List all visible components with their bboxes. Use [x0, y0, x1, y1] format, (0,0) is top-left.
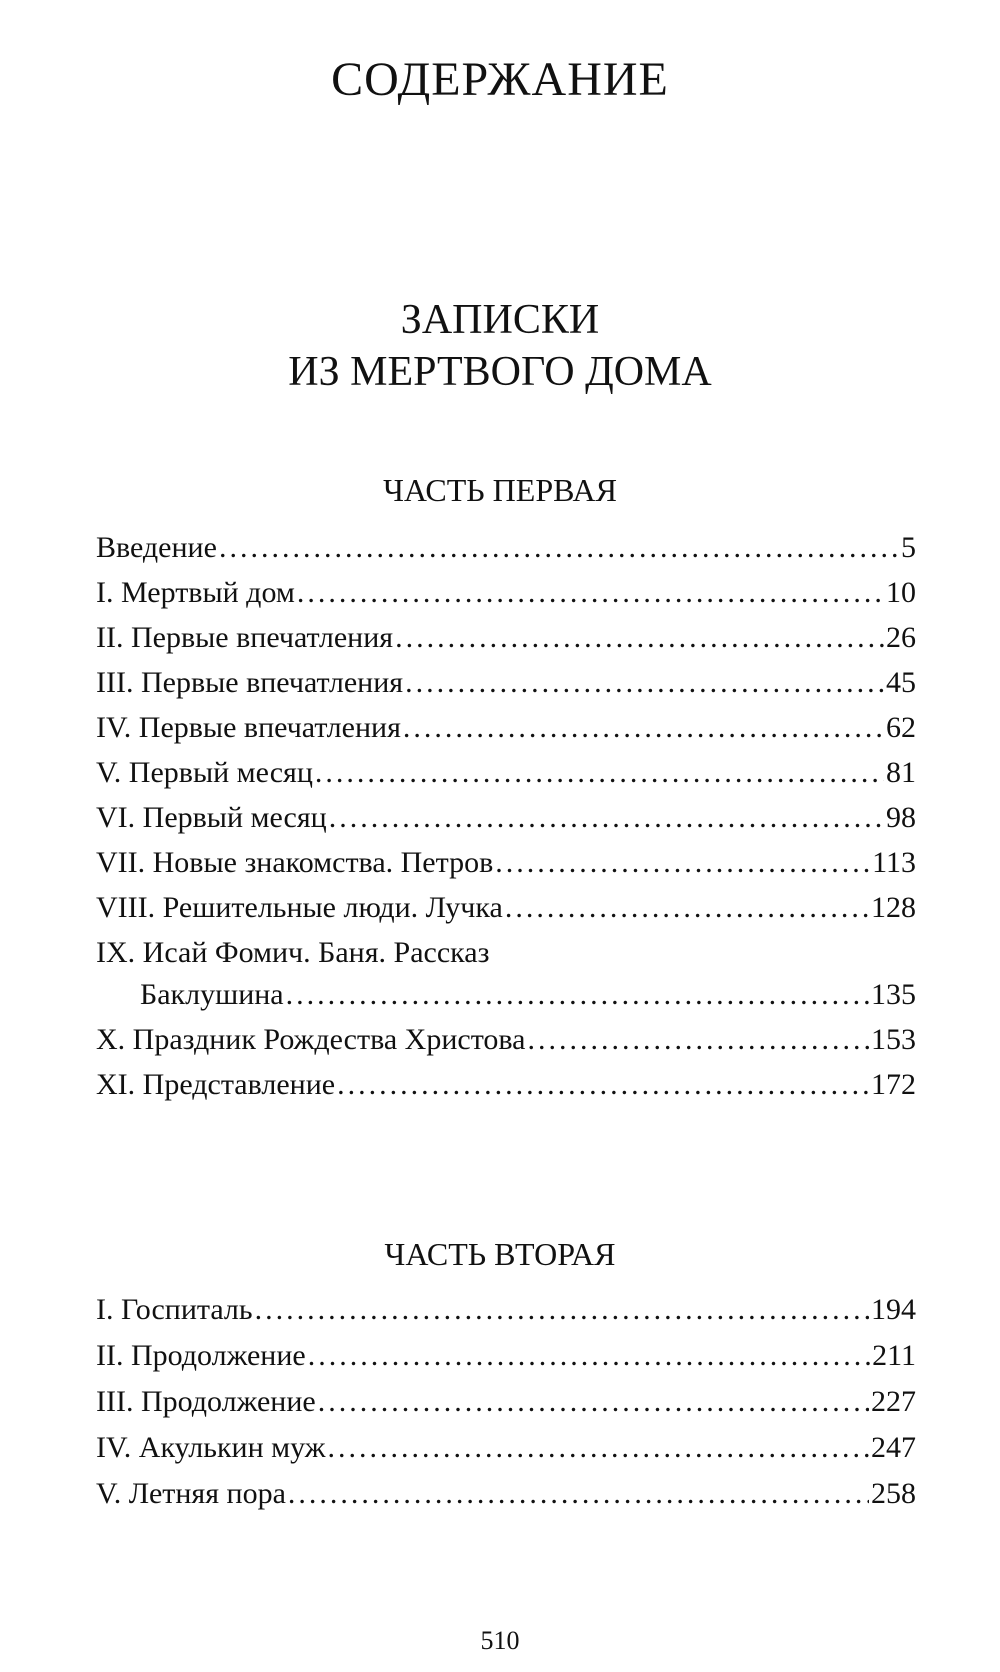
dot-leader: [255, 1290, 869, 1330]
book-title-line-1: ЗАПИСКИ: [400, 297, 600, 343]
dot-leader: [286, 975, 869, 1015]
toc-entry-page: 62: [886, 711, 916, 744]
toc-entry-page: 172: [871, 1068, 916, 1101]
dot-leader: [219, 528, 899, 568]
dot-leader: [288, 1474, 869, 1514]
toc-entry-title: II. Продолжение: [96, 1339, 306, 1372]
toc-entry-title: I. Госпиталь: [96, 1293, 253, 1326]
toc-entry-page: 26: [886, 621, 916, 654]
toc-entry-page: 135: [871, 978, 916, 1011]
toc-entry-title: XI. Представление: [96, 1068, 336, 1101]
toc-entry-page: 258: [871, 1477, 916, 1510]
toc-entry: [96, 753, 916, 793]
dot-leader: [327, 1428, 869, 1468]
dot-leader: [315, 753, 884, 793]
dot-leader: [528, 1020, 870, 1060]
toc-entry: [96, 618, 916, 658]
toc-entry-page: 10: [886, 576, 916, 609]
toc-entry: [96, 798, 916, 838]
dot-leader: [329, 798, 884, 838]
book-title-line-2: ИЗ МЕРТВОГО ДОМА: [288, 349, 712, 395]
dot-leader: [403, 708, 884, 748]
part-one-heading: ЧАСТЬ ПЕРВАЯ: [383, 472, 617, 508]
toc-entry: [96, 1474, 916, 1514]
toc-entry: [96, 708, 916, 748]
dot-leader: [405, 663, 884, 703]
toc-entry: [96, 975, 916, 1015]
toc-entry-title: VII. Новые знакомства. Петров: [96, 846, 494, 879]
dot-leader: [505, 888, 869, 928]
toc-entry-title: VI. Первый месяц: [96, 801, 327, 834]
toc-entry: [96, 663, 916, 703]
dot-leader: [308, 1336, 870, 1376]
toc-entry-page: 247: [871, 1431, 916, 1464]
toc-entry-title: III. Первые впечатления: [96, 666, 404, 699]
toc-entry: [96, 888, 916, 928]
toc-entry: [96, 1065, 916, 1105]
toc-entry-title: IX. Исай Фомич. Баня. Рассказ: [96, 936, 490, 969]
toc-entry-page: 45: [886, 666, 916, 699]
toc-entry-page: 194: [871, 1293, 916, 1326]
toc-entry: [96, 1020, 916, 1060]
part-two-heading: ЧАСТЬ ВТОРАЯ: [384, 1236, 616, 1272]
toc-entry-page: 113: [872, 846, 916, 879]
toc-entry-title: II. Первые впечатления: [96, 621, 394, 654]
toc-entry-page: 128: [871, 891, 916, 924]
toc-entry-title: V. Летняя пора: [96, 1477, 286, 1510]
toc-entry: [96, 1428, 916, 1468]
dot-leader: [318, 1382, 869, 1422]
toc-entry-page: 211: [872, 1339, 916, 1372]
toc-entry-page: 5: [901, 531, 916, 564]
toc-entry: [96, 528, 916, 568]
dot-leader: [297, 573, 884, 613]
dot-leader: [495, 843, 870, 883]
page-title: СОДЕРЖАНИЕ: [331, 53, 669, 106]
dot-leader: [337, 1065, 869, 1105]
toc-entry-page: 227: [871, 1385, 916, 1418]
toc-entry: [96, 1382, 916, 1422]
toc-entry: [96, 843, 916, 883]
toc-entry-title: X. Праздник Рождества Христова: [96, 1023, 526, 1056]
toc-entry-page: 98: [886, 801, 916, 834]
toc-entry-title: IV. Первые впечатления: [96, 711, 401, 744]
toc-entry-title: III. Продолжение: [96, 1385, 316, 1418]
toc-entry-page: 81: [886, 756, 916, 789]
toc-entry: [96, 1336, 916, 1376]
toc-entry-title: Введение: [96, 531, 217, 564]
toc-entry-page: 153: [871, 1023, 916, 1056]
toc-entry-title: V. Первый месяц: [96, 756, 313, 789]
page-number: 510: [480, 1626, 520, 1655]
toc-entry: [96, 1290, 916, 1330]
dot-leader: [395, 618, 884, 658]
toc-entry-title: VIII. Решительные люди. Лучка: [96, 891, 503, 924]
toc-entry-title: I. Мертвый дом: [96, 576, 295, 609]
toc-entry: [96, 573, 916, 613]
toc-entry-title-continued: Баклушина: [140, 978, 284, 1011]
toc-entry-title: IV. Акулькин муж: [96, 1431, 326, 1464]
